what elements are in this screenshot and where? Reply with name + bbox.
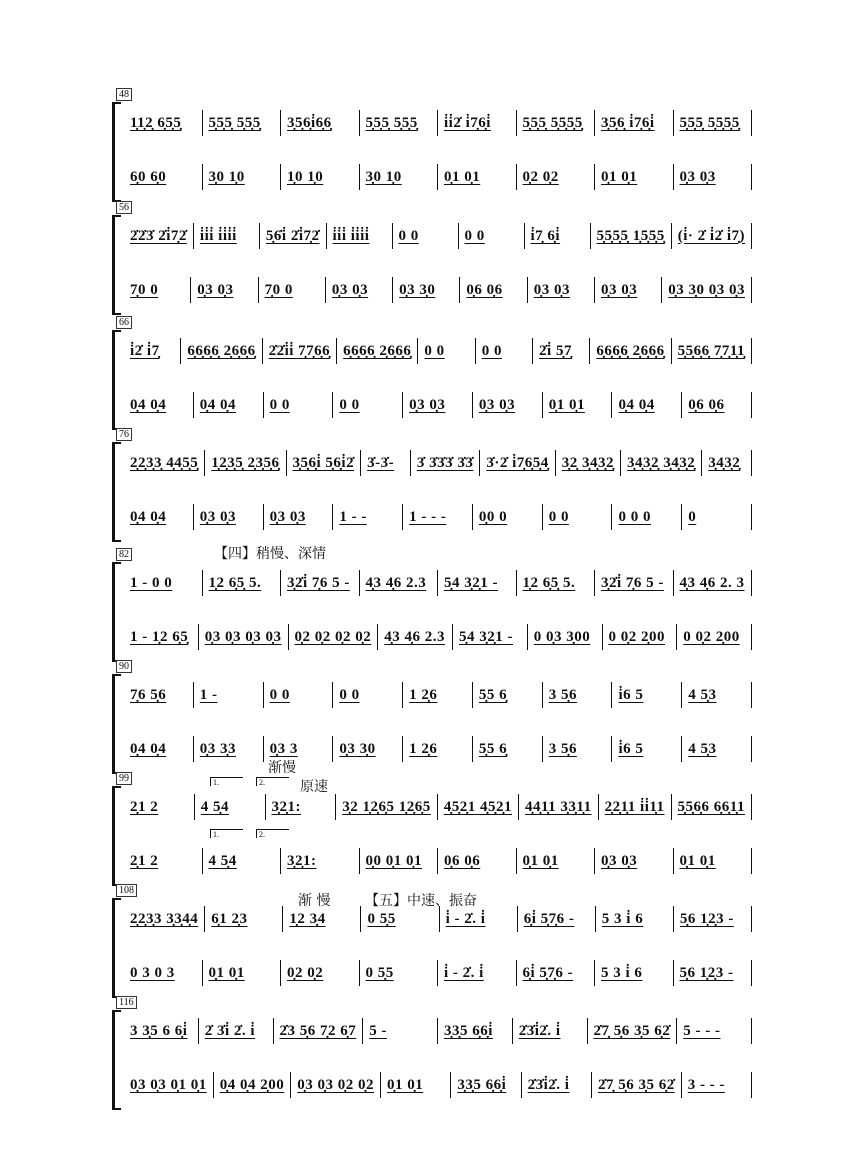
volta-bracket: 1. (210, 777, 243, 786)
system-bracket (112, 786, 121, 886)
upper-part (124, 680, 752, 710)
measure: 5 3 i̇ 6 (596, 906, 674, 932)
measure: 6̣6̣6̣6̣ 2̣6̣6̣6̣ (590, 338, 671, 364)
measure: 0̣3 0̣3 (674, 164, 753, 190)
measure: 3̣2̇i̇ 7̣6 5 - (281, 570, 360, 596)
measure: 1̣1̣2̣ 6̣5̣5̣ (124, 110, 203, 136)
measure: 3 5̣6 (543, 736, 613, 762)
measure-number: 108 (116, 884, 137, 897)
measure-number: 116 (116, 996, 137, 1009)
measure: i̇7̣ 6̣i̇ (525, 223, 591, 249)
measure: 1 - 1̣2 6̣5̣ (124, 624, 199, 650)
measure: 3̣3̣5 6̣6̣i̇ (438, 1018, 513, 1044)
measure: 2̇3 5̣6 7̣2 6̣7 (274, 1018, 364, 1044)
measure: 3̣2̣1: (266, 794, 337, 820)
system-bracket (112, 674, 121, 774)
measure: 5̣5 6̣ (473, 736, 543, 762)
measure: 0̣4 0̣4 (124, 736, 194, 762)
measure: 0 0̣2 2̣00 (603, 624, 678, 650)
measure: 0̣3 0̣3 (595, 277, 662, 303)
measure: 3 5̣6 (543, 682, 613, 708)
measure: 1 - (194, 682, 264, 708)
measure: 6̣6̣6̣6̣ 2̣6̣6̣6̣ (181, 338, 262, 364)
measure: 0̣4 0̣4 (612, 392, 682, 418)
score-system (112, 997, 752, 1110)
measure: 2̇7̣ 5̣6 3̣5 6̣2̇ (588, 1018, 678, 1044)
measure: 3̇-3̇- (361, 450, 411, 476)
measure: 2̇2̇3̇ 2̇i̇7̣2̇ (124, 223, 194, 249)
measure: 1 2̣6 (403, 736, 473, 762)
measure: 3̣4̣3̣2̣ (702, 450, 752, 476)
system-bracket (112, 215, 121, 315)
measure: 0̣1 0̣1 (438, 164, 517, 190)
measure: 4 5̣4 (203, 848, 282, 874)
measure: 0̣4 0̣4 (194, 392, 264, 418)
measure: 5̣5̣6̣6 6̣6̣1̣1 (672, 794, 752, 820)
measure: 5 3 i̇ 6 (595, 960, 674, 986)
measure: 6̣i̇ 5̣7̣6 - (518, 906, 596, 932)
measure: 2̇7̣ 5̣6 3̣5 6̣2̇ (592, 1072, 682, 1098)
measure: 0 5̣5 (361, 906, 439, 932)
volta-bracket: 2. (256, 829, 289, 838)
system-bracket (112, 562, 121, 662)
measure: 0 0 (264, 392, 334, 418)
measure: 5̣5̣5̣ 5̣5̣5̣5̣ (674, 110, 753, 136)
measure: 1̣0 1̣0 (281, 164, 360, 190)
measure: 0 0̣2 2̣00 (677, 624, 752, 650)
measure: 2̣2̣3̣3 3̣3̣4̣4 (124, 906, 205, 932)
score-system (112, 429, 752, 542)
measure: 0̣6 0̣6 (438, 848, 517, 874)
lower-part (124, 958, 752, 988)
measure: 6̣0 6̣0 (124, 164, 203, 190)
measure: 1 - 0 0 (124, 570, 203, 596)
measure: 0̣6 0̣6 (460, 277, 527, 303)
measure: 2̇i̇ 5̣7̣ (533, 338, 590, 364)
measure: 4̣3 4̣6 2. 3 (674, 570, 753, 596)
measure-number: 66 (116, 316, 132, 329)
measure: 0̣3 0̣3 (473, 392, 543, 418)
measure: 0 0 (476, 338, 533, 364)
measure-number: 90 (116, 660, 132, 673)
lower-part (124, 502, 752, 532)
measure: (i̇· 2̇ i̇2̇ i̇7̣) (672, 223, 752, 249)
measure: 0̣0 0̣1 0̣1 (360, 848, 439, 874)
measure: 2̇3̇i̇2̇. i̇ (513, 1018, 588, 1044)
measure: 5̣6 1̣2̣3 - (674, 906, 752, 932)
section-marking: 【四】稍慢、深情 (214, 546, 326, 562)
score-system (112, 89, 752, 202)
measure: 2̇2̇i̇i̇ 7̣7̣6̣6̣ (263, 338, 338, 364)
measure: 6̣i̇ 5̣7̣6 - (517, 960, 596, 986)
measure: 3̇·2̇ i̇7̣6̣5̣4̣ (480, 450, 555, 476)
lower-part (124, 734, 752, 764)
measure: 3̣4̣3̣2̣ 3̣4̣3̣2̣ (621, 450, 702, 476)
measure: 2̣2̣1̣1 i̇i̇1̣1 (599, 794, 672, 820)
upper-part (124, 336, 752, 366)
upper-part (124, 108, 752, 138)
measure: i̇6 5 (612, 682, 682, 708)
measure: 3̣0 1̣0 (360, 164, 439, 190)
system-bracket (112, 330, 121, 430)
measure: 7̣0 0 (259, 277, 326, 303)
measure: 0̣3 0̣3 (264, 504, 334, 530)
score-system (112, 885, 752, 998)
measure: 0̣1 0̣1 (517, 848, 596, 874)
measure: i̇2̇ i̇7̣ (124, 338, 181, 364)
measure: 1̣2 6̣5̣ 5. (203, 570, 282, 596)
measure-number: 82 (116, 548, 132, 561)
measure: i̇i̇i̇ i̇i̇i̇i̇ (194, 223, 260, 249)
measure: 3̣2̇i̇ 7̣6 5 - (595, 570, 674, 596)
measure: 0̣3 3̣0 (393, 277, 460, 303)
measure: i̇ - 2̇. i̇ (438, 960, 517, 986)
measure: 0̣3 0̣3 0̣3 0̣3 (199, 624, 289, 650)
measure: 3̇ 3̇3̇3̇ 3̇3̇ (411, 450, 481, 476)
measure-number: 56 (116, 201, 132, 214)
score-system (112, 202, 752, 315)
system-bracket (112, 898, 121, 998)
measure: 5̣5̣5̣ 5̣5̣5̣5̣ (517, 110, 596, 136)
measure: 5̣5̣6̣6̣ 7̣7̣1̣1̣ (672, 338, 752, 364)
measure: 0̣2 0̣2 0̣2 0̣2 (289, 624, 379, 650)
tempo-marking: 原速 (300, 779, 328, 795)
measure: 3̣2̣ 3̣4̣3̣2̣ (556, 450, 621, 476)
measure: 0̣3 3 (264, 736, 334, 762)
measure: 5̣5̣5̣ 5̣5̣5̣ (360, 110, 439, 136)
measure: 4 5̣3 (682, 736, 752, 762)
measure: 0̣6 0̣6 (682, 392, 752, 418)
measure: 3̣5̣6̣ i̇7̣6̣i̇ (595, 110, 674, 136)
measure: 3̣2̣1: (281, 848, 360, 874)
upper-part (124, 221, 752, 251)
measure: i̇i̇i̇ i̇i̇i̇i̇ (327, 223, 393, 249)
measure: 3 - - - (682, 1072, 752, 1098)
measure: 0̣4 0̣4 (124, 392, 194, 418)
measure: 0̣3 0̣3 (403, 392, 473, 418)
measure: 1 - - - (403, 504, 473, 530)
measure: 2̣1 2 (124, 794, 195, 820)
measure: 0̣1 0̣1 (595, 164, 674, 190)
measure: 0̣1 0̣1 (381, 1072, 451, 1098)
measure: 0̣3 3̣3 (194, 736, 264, 762)
system-bracket (112, 102, 121, 202)
measure: 1 2̣6 (403, 682, 473, 708)
measure: 5̣6̇i̇ 2̇i̇7̣2̇ (260, 223, 327, 249)
measure: 1̣2̣3̣5̣ 2̣3̣5̣6̣ (205, 450, 286, 476)
measure: 0̣3 3̣0 (333, 736, 403, 762)
measure: 5̣5̣5̣ 5̣5̣5̣ (203, 110, 282, 136)
volta-bracket: 1. (210, 829, 243, 838)
measure: 3̣5̣6̣i̇ 5̣6̣i̇2̇ (287, 450, 362, 476)
lower-part (124, 162, 752, 192)
measure: 0̣3 0̣3 (595, 848, 674, 874)
section-marking: 【五】中速、振奋 (365, 893, 477, 909)
lower-part (124, 846, 752, 876)
upper-part (124, 792, 752, 822)
measure: 2̣1 2 (124, 848, 203, 874)
measure: 5̣5̣5̣5̣ 1̣5̣5̣5̣ (591, 223, 672, 249)
measure: 0̣4 0̣4 2̣00 (214, 1072, 292, 1098)
measure: 0 (682, 504, 752, 530)
measure: 0 0 (459, 223, 525, 249)
measure: 0 5̣5 (360, 960, 439, 986)
measure: i̇ - 2̇. i̇ (440, 906, 518, 932)
measure: 4̣3 4̣6 2.3 (378, 624, 453, 650)
measure: 3 3̣5 6 6̣i̇ (124, 1018, 199, 1044)
measure: 0̣1 0̣1 (674, 848, 753, 874)
measure: 0̣3 0̣3 0̣2 0̣2 (291, 1072, 381, 1098)
lower-part (124, 1070, 752, 1100)
lower-part (124, 390, 752, 420)
measure: 0 0 (543, 504, 613, 530)
measure: 0̣3 0̣3 (191, 277, 258, 303)
measure: 0 0 (333, 682, 403, 708)
measure: 4 5̣3 (682, 682, 752, 708)
measure: 5̣6 1̣2̣3 - (674, 960, 753, 986)
measure: 0̣3 0̣3 (326, 277, 393, 303)
measure: 7̣0 0 (124, 277, 191, 303)
tempo-marking: 渐 慢 (298, 893, 331, 909)
measure: 0̣4 0̣4 (124, 504, 194, 530)
measure: 0̣2 0̣2 (517, 164, 596, 190)
score-system (112, 661, 752, 774)
measure: 3̣2 1̣2̣6̣5 1̣2̣6̣5 (336, 794, 438, 820)
upper-part (124, 448, 752, 478)
measure-number: 48 (116, 88, 132, 101)
measure: 3̣0 1̣0 (203, 164, 282, 190)
measure: 3̣3̣5 6̣6̣i̇ (451, 1072, 521, 1098)
measure: i̇6 5 (612, 736, 682, 762)
measure: 0̣3 3̣0 0̣3 0̣3 (662, 277, 752, 303)
score-system (112, 317, 752, 430)
measure: 0̣3 0̣3 (528, 277, 595, 303)
measure: 5̣4 3̣2̣1 - (438, 570, 517, 596)
volta-bracket: 2. (256, 777, 289, 786)
measure: 3̣5̣6̣i̇6̣6̣ (281, 110, 360, 136)
measure: 2̇3̇i̇2̇. i̇ (522, 1072, 592, 1098)
measure: 4̣5̣2̣1 4̣5̣2̣1 (438, 794, 519, 820)
measure: 0 3 0 3 (124, 960, 203, 986)
system-bracket (112, 1010, 121, 1110)
measure-number: 99 (116, 772, 132, 785)
lower-part (124, 622, 752, 652)
measure: 0̣2 0̣2 (281, 960, 360, 986)
measure: 5̣5 6̣ (473, 682, 543, 708)
measure: 0 0 0 (612, 504, 682, 530)
measure: 0 0 (393, 223, 459, 249)
measure: 4̣3 4̣6 2.3 (360, 570, 439, 596)
measure: 7̣6 5̣6 (124, 682, 194, 708)
measure: 5̣4 3̣2̣1 - (453, 624, 528, 650)
measure: 0̣1 0̣1 (203, 960, 282, 986)
measure: 0 0 (264, 682, 334, 708)
measure: 2̇ 3̇i̇ 2̇. i̇ (199, 1018, 274, 1044)
system-bracket (112, 442, 121, 542)
measure: 1̣2 3̣4 (283, 906, 361, 932)
upper-part (124, 1016, 752, 1046)
measure: 5 - - - (677, 1018, 752, 1044)
measure: 2̣2̣3̣3̣ 4̣4̣5̣5̣ (124, 450, 205, 476)
measure: 0̣3 0̣3 (194, 504, 264, 530)
measure: 4̣4̣1̣1 3̣3̣1̣1 (519, 794, 599, 820)
measure: 0 0̣3 3̣00 (528, 624, 603, 650)
measure: 1̣2 6̣5̣ 5. (517, 570, 596, 596)
measure: 0̣1 0̣1 (543, 392, 613, 418)
measure: 1 - - (333, 504, 403, 530)
measure: i̇i̇2̇ i̇7̣6̣i̇ (438, 110, 517, 136)
measure: 0̣0 0 (473, 504, 543, 530)
measure: 5 - (363, 1018, 438, 1044)
measure: 0̣3 0̣3 0̣1 0̣1 (124, 1072, 214, 1098)
measure-number: 76 (116, 428, 132, 441)
measure: 4 5̣4 (195, 794, 266, 820)
measure: 0 0 (418, 338, 475, 364)
measure: 6̣6̣6̣6̣ 2̣6̣6̣6̣ (337, 338, 418, 364)
score-system (112, 773, 752, 886)
measure: 6̣1 2̣3 (205, 906, 283, 932)
tempo-marking: 渐慢 (268, 760, 296, 776)
lower-part (124, 275, 752, 305)
upper-part (124, 568, 752, 598)
measure: 0 0 (333, 392, 403, 418)
